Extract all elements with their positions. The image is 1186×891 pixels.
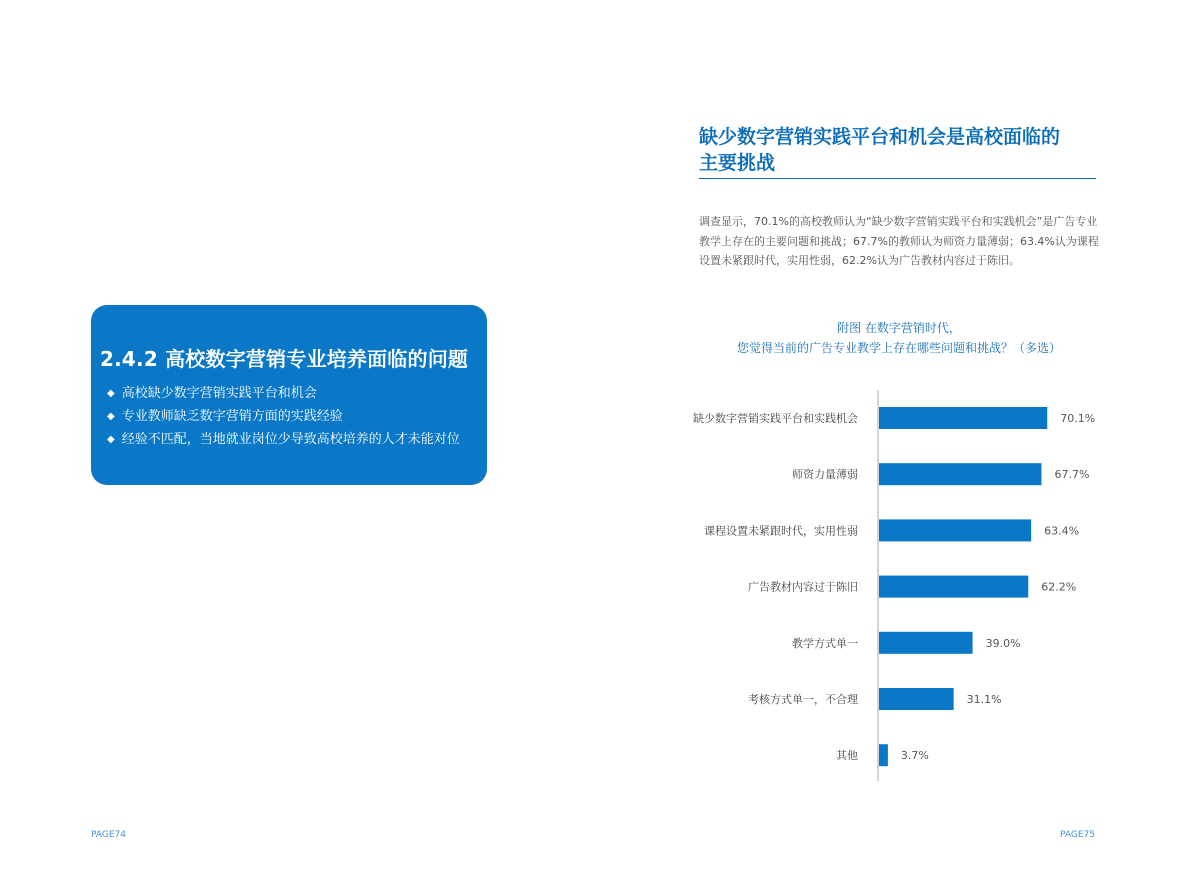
headline-line-1: 缺少数字营销实践平台和机会是高校面临的 [699, 126, 1061, 148]
list-item-text: 经验不匹配，当地就业岗位少导致高校培养的人才未能对位 [121, 432, 460, 447]
data-label: 62.2% [1041, 580, 1077, 594]
list-item-text: 专业教师缺乏数字营销方面的实践经验 [121, 409, 343, 424]
category-label: 广告教材内容过于陈旧 [748, 580, 858, 594]
chart-title-line-2: 您觉得当前的广告专业教学上存在哪些问题和挑战？（多选） [736, 341, 1061, 355]
bar [879, 576, 1028, 598]
section-title: 2.4.2 高校数字营销专业培养面临的问题 [100, 347, 469, 371]
category-label: 考核方式单一，不合理 [748, 693, 858, 706]
data-label: 67.7% [1054, 468, 1090, 482]
bar [879, 632, 973, 654]
chart-title-line-1: 附图 在数字营销时代， [837, 321, 961, 335]
data-label: 3.7% [900, 749, 929, 763]
category-label: 教学方式单一 [792, 636, 858, 650]
diamond-bullet-icon: ◆ [107, 434, 115, 445]
intro-paragraph: 调查显示，70.1%的高校教师认为“缺少数字营销实践平台和实践机会”是广告专业教学上存在的主要问题和挑战；67.7%的教师认为师资力量薄弱；63.4%认为课程设置未紧跟时代，实用性弱，62.2%认为广告教材内容过于陈旧。 [699, 215, 1099, 267]
page-number-right: PAGE75 [1060, 830, 1095, 840]
bar [879, 744, 888, 766]
diamond-bullet-icon: ◆ [107, 411, 115, 422]
category-label: 师资力量薄弱 [792, 468, 858, 482]
list-item-text: 高校缺少数字营销实践平台和机会 [121, 386, 317, 401]
data-label: 63.4% [1044, 524, 1080, 538]
category-label: 课程设置未紧跟时代，实用性弱 [704, 524, 858, 538]
category-label: 缺少数字营销实践平台和实践机会 [693, 412, 858, 425]
data-label: 31.1% [966, 693, 1002, 706]
data-label: 39.0% [985, 636, 1021, 650]
headline-line-2: 主要挑战 [699, 152, 776, 174]
bar [879, 519, 1031, 541]
page-number-left: PAGE74 [91, 830, 126, 840]
bar [879, 688, 954, 710]
data-label: 70.1% [1060, 412, 1096, 425]
category-label: 其他 [836, 749, 858, 763]
bar [879, 463, 1041, 485]
bar [879, 407, 1047, 429]
diamond-bullet-icon: ◆ [107, 388, 115, 399]
